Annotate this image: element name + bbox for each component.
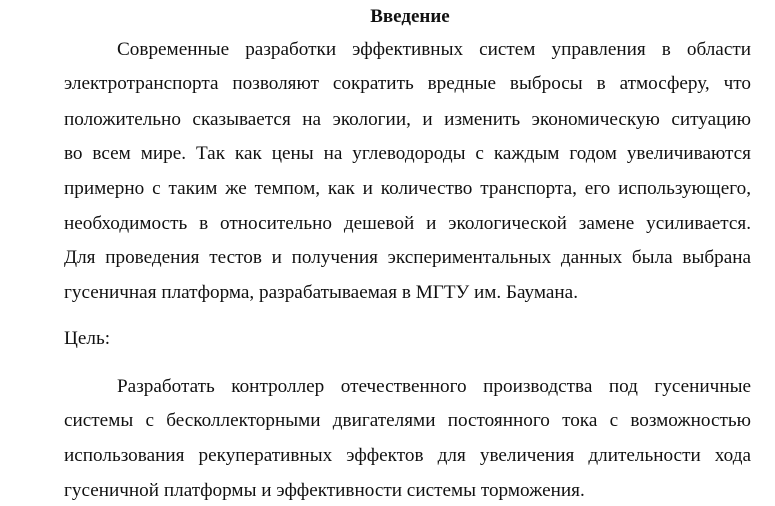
goal-label: Цель: [64, 328, 111, 349]
goal-line-3: использования рекуперативных эффектов для увеличения длительности хода [64, 445, 751, 466]
intro-line-4: во всем мире. Так как цены на углеводороды с каждым годом увеличиваются [64, 143, 751, 164]
intro-line-7: Для проведения тестов и получения экспериментальных данных была выбрана [64, 247, 751, 268]
goal-line-2: системы с бесколлекторными двигателями постоянного тока с возможностью [64, 410, 751, 431]
intro-line-1: Современные разработки эффективных систем управления в области [117, 39, 751, 60]
intro-line-6: необходимость в относительно дешевой и экологической замене усиливается. [64, 213, 751, 234]
intro-line-2: электротранспорта позволяют сократить вредные выбросы в атмосферу, что [64, 73, 751, 94]
intro-line-5: примерно с таким же темпом, как и количество транспорта, его использующего, [64, 178, 751, 199]
intro-line-3: положительно сказывается на экологии, и изменить экономическую ситуацию [64, 109, 751, 130]
section-heading: Введение [370, 6, 450, 27]
goal-line-4: гусеничной платформы и эффективности системы торможения. [64, 480, 585, 501]
intro-line-8: гусеничная платформа, разрабатываемая в МГТУ им. Баумана. [64, 282, 578, 303]
goal-line-1: Разработать контроллер отечественного производства под гусеничные [117, 376, 751, 397]
